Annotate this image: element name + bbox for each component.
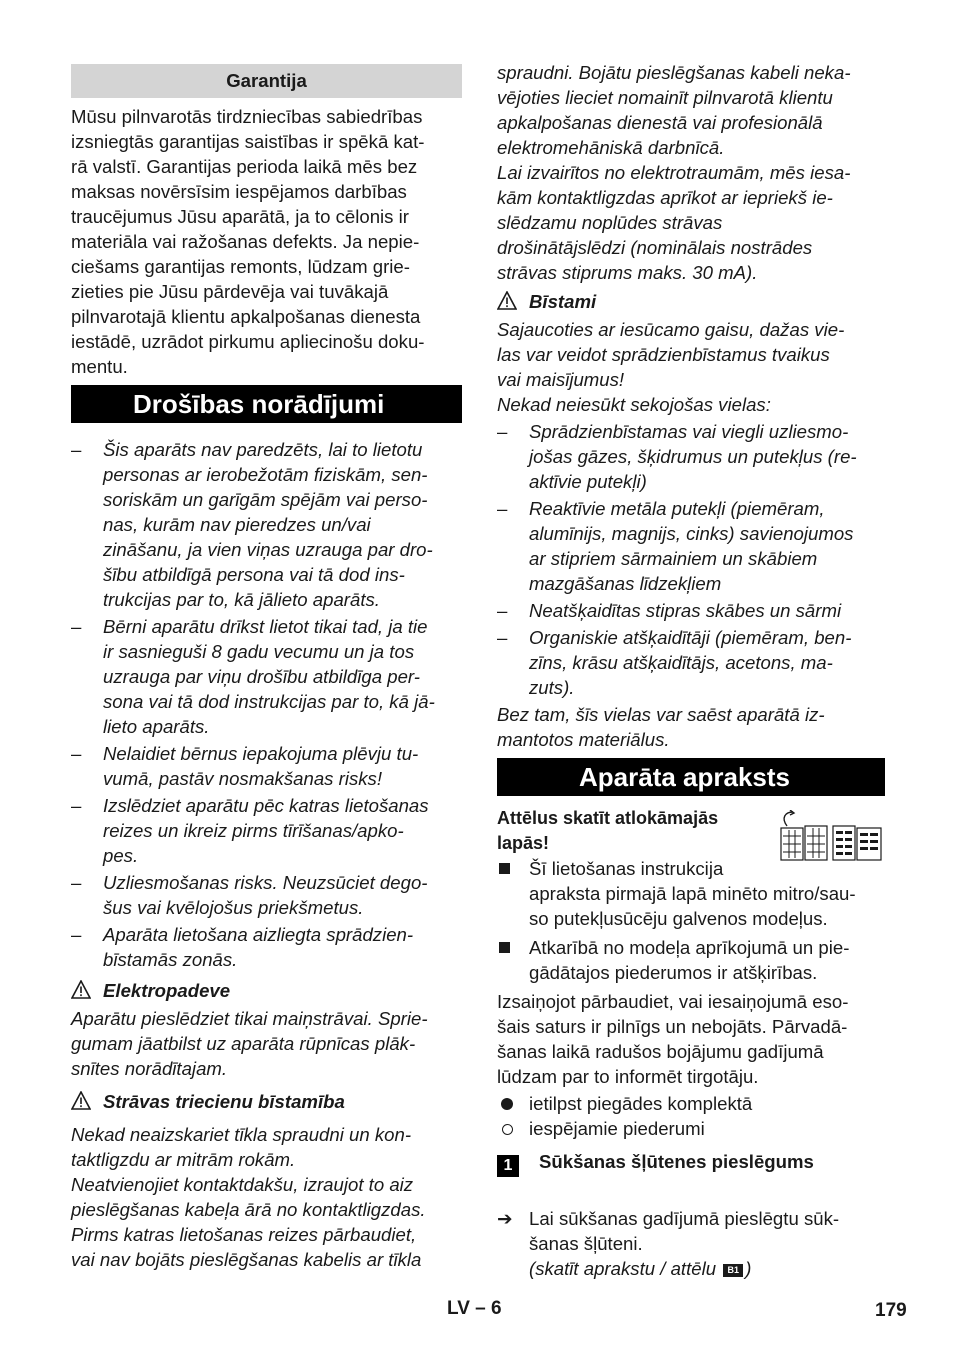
bistami-item-line: zuts). <box>529 677 575 698</box>
item-number-badge: 1 <box>497 1155 519 1177</box>
stravas-title: Strāvas triecienu bīstamība <box>103 1091 345 1112</box>
stravas-cont-line: Lai izvairītos no elektrotraumām, mēs iesa- <box>497 162 851 183</box>
drosibas-item-line: Nelaidiet bērnus iepakojuma plēvju tu- <box>103 743 419 764</box>
legend-included <box>497 1091 885 1116</box>
bistami-warning <box>497 289 885 314</box>
subhead-line: lapās! <box>497 833 550 853</box>
drosibas-item-line: Bērni aparātu drīkst lietot tikai tad, ja tie <box>103 616 428 637</box>
bistami-after-line: mantotos materiālus. <box>497 729 670 750</box>
bistami-item <box>497 496 885 596</box>
garantija-line: iestādē, uzrādot pirkumu apliecinošu doku- <box>71 331 425 352</box>
garantija-line: izsniegtās garantijas saistības ir spēkā kat- <box>71 131 425 152</box>
stravas-cont-line: apkalpošanas dienestā vai profesionālā <box>497 112 823 133</box>
stravas-cont-line: slēdzamu noplūdes strāvas <box>497 212 723 233</box>
right-column <box>497 60 885 1281</box>
elektropadeve-title: Elektropadeve <box>103 980 231 1001</box>
drosibas-item-line: Aparāta lietošana aizliegta sprādzien- <box>103 924 414 945</box>
garantija-line: Mūsu pilnvarotās tirdzniecības sabiedrības <box>71 106 423 127</box>
apraksts-bullet-line: so putekļusūcēju galvenos modeļus. <box>529 908 828 929</box>
stravas-line: Nekad neaizskariet tīkla spraudni un kon- <box>71 1124 412 1145</box>
square-bullet-icon <box>499 942 510 953</box>
bistami-line: Sajaucoties ar iesūcamo gaisu, dažas vie- <box>497 319 845 340</box>
ref-prefix: (skatīt aprakstu / attēlu <box>529 1258 717 1279</box>
apraksts-heading: Aparāta apraksts <box>497 758 885 796</box>
drosibas-item-line: Izslēdziet aparātu pēc katras lietošanas <box>103 795 429 816</box>
stravas-line: Pirms katras lietošanas reizes pārbaudiet, <box>71 1224 417 1245</box>
stravas-line: pieslēgšanas kabeļa ārā no kontaktligzdas. <box>71 1199 426 1220</box>
bistami-list <box>497 419 885 700</box>
garantija-line: traucējumus Jūsu aparātā, ja to cēlonis ir <box>71 206 409 227</box>
dash-marker: – <box>497 600 508 621</box>
dash-marker: – <box>497 627 508 648</box>
drosibas-item <box>71 870 462 920</box>
dash-marker: – <box>71 872 82 893</box>
drosibas-heading: Drošības norādījumi <box>71 385 462 423</box>
instruction-step <box>497 1206 885 1281</box>
bistami-text <box>497 317 885 417</box>
stravas-line: taktligzdu ar mitrām rokām. <box>71 1149 296 1170</box>
apraksts-bullet-line: gādātajos piederumos ir atšķirības. <box>529 962 818 983</box>
stravas-cont-line: strāvas stiprums maks. 30 mA). <box>497 262 758 283</box>
garantija-line: maksas novērsīsim iespējamos darbības <box>71 181 407 202</box>
unpacking-line: šanas laikā radušos bojājumu gadījumā <box>497 1041 824 1062</box>
arrow-right-icon: ➔ <box>497 1208 513 1229</box>
component-item-1 <box>497 1149 885 1174</box>
warning-triangle-icon <box>71 980 91 1000</box>
apraksts-bullet-item <box>497 935 885 985</box>
bistami-item-line: alumīnijs, magnijs, cinks) savienojumos <box>529 523 854 544</box>
footer-lang-code: LV <box>447 1298 470 1319</box>
drosibas-item-line: pes. <box>103 845 139 866</box>
stravas-cont-line: kām kontaktligzdas aprīkot ar iepriekš ie- <box>497 187 833 208</box>
garantija-line: rā valstī. Garantijas perioda laikā mēs bez <box>71 156 418 177</box>
legend-optional-label: iespējamie piederumi <box>529 1118 705 1139</box>
foldout-pages-icon <box>777 810 885 862</box>
instruction-line: Lai sūkšanas gadījumā pieslēgtu sūk- <box>529 1208 840 1229</box>
apraksts-bullet-item <box>497 856 885 931</box>
bistami-line: Nekad neiesūkt sekojošas vielas: <box>497 394 771 415</box>
drosibas-item <box>71 793 462 868</box>
bistami-item-line: ar stipriem sārmainiem un skābiem <box>529 548 818 569</box>
figure-ref-icon: B1 <box>723 1264 743 1277</box>
dash-marker: – <box>497 498 508 519</box>
garantija-line: ciešams garantijas remonts, lūdzam grie- <box>71 256 410 277</box>
drosibas-item-line: zināšanu, ja vien viņas uzrauga par dro- <box>103 539 433 560</box>
dash-marker: – <box>71 743 82 764</box>
stravas-text-continued <box>497 60 885 285</box>
drosibas-item-line: soriskām un garīgām spējām vai perso- <box>103 489 428 510</box>
footer-language <box>447 1296 502 1321</box>
garantija-line: materiāla vai ražošanas defekts. Ja nepie- <box>71 231 420 252</box>
drosibas-item-line: bīstamās zonās. <box>103 949 238 970</box>
bistami-line: las var veidot sprādzienbīstamus tvaikus <box>497 344 830 365</box>
stravas-cont-line: spraudni. Bojātu pieslēgšanas kabeli neka- <box>497 62 851 83</box>
unpacking-line: lūdzam par to informēt tirgotāju. <box>497 1066 759 1087</box>
drosibas-item <box>71 741 462 791</box>
elektropadeve-line: gumam jāatbilst uz aparāta rūpnīcas plāk- <box>71 1033 416 1054</box>
drosibas-item-line: personas ar ierobežotām fiziskām, sen- <box>103 464 428 485</box>
apraksts-bullet-line: apraksta pirmajā lapā minēto mitro/sau- <box>529 883 856 904</box>
drosibas-item <box>71 922 462 972</box>
dash-marker: – <box>71 924 82 945</box>
drosibas-item-line: sona vai tā dod instrukcijas par to, kā jā- <box>103 691 435 712</box>
unpacking-line: Izsaiņojot pārbaudiet, vai iesaiņojumā eso- <box>497 991 849 1012</box>
stravas-line: Neatvienojiet kontaktdakšu, izraujot to aiz <box>71 1174 414 1195</box>
subhead-block <box>497 806 885 856</box>
warning-triangle-icon <box>497 291 517 311</box>
drosibas-item-line: šību atbildīgā persona vai tā dod ins- <box>103 564 405 585</box>
open-circle-icon <box>502 1124 513 1135</box>
drosibas-item <box>71 614 462 739</box>
garantija-heading: Garantija <box>71 64 462 98</box>
garantija-line: mentu. <box>71 356 128 377</box>
unpacking-line: šais saturs ir pilnīgs un nebojāts. Pārvadā- <box>497 1016 848 1037</box>
drosibas-item-line: uzrauga par viņu drošību atbildīga per- <box>103 666 420 687</box>
drosibas-item-line: nas, kurām nav pieredzes un/vai <box>103 514 371 535</box>
legend-included-label: ietilpst piegādes komplektā <box>529 1093 753 1114</box>
drosibas-item-line: Šis aparāts nav paredzēts, lai to lietotu <box>103 439 423 460</box>
bistami-item-line: Organiskie atšķaidītāji (piemēram, ben- <box>529 627 852 648</box>
stravas-cont-line: vējoties lieciet nomainīt pilnvarotā klientu <box>497 87 833 108</box>
bistami-item-line: mazgāšanas līdzekļiem <box>529 573 722 594</box>
figure-reference <box>529 1256 885 1281</box>
subhead-line: Attēlus skatīt atlokāmajās <box>497 808 719 828</box>
drosibas-item <box>71 437 462 612</box>
drosibas-item-line: trukcijas par to, kā jālieto aparāts. <box>103 589 380 610</box>
garantija-text <box>71 104 462 379</box>
bistami-after-line: Bez tam, šīs vielas var saēst aparātā iz- <box>497 704 825 725</box>
square-bullet-icon <box>499 863 510 874</box>
bistami-item-line: zīns, krāsu atšķaidītājs, acetons, ma- <box>529 652 833 673</box>
drosibas-item-line: vumā, pastāv nosmakšanas risks! <box>103 768 383 789</box>
elektropadeve-warning <box>71 978 462 1003</box>
dash-marker: – <box>71 795 82 816</box>
legend-optional <box>497 1116 885 1141</box>
bistami-item <box>497 419 885 494</box>
ref-suffix: ) <box>745 1258 752 1279</box>
garantija-line: pilnvarotajā klientu apkalpošanas dienesta <box>71 306 421 327</box>
bistami-title: Bīstami <box>529 291 597 312</box>
stravas-line: vai nav bojāts pieslēgšanas kabelis ar tīkla <box>71 1249 422 1270</box>
filled-circle-icon <box>501 1098 513 1110</box>
stravas-cont-line: elektromehāniskā darbnīcā. <box>497 137 725 158</box>
unpacking-text <box>497 989 885 1089</box>
drosibas-item-line: ir sasnieguši 8 gadu vecumu un ja tos <box>103 641 415 662</box>
apraksts-bullet-line: Atkarībā no modeļa aprīkojumā un pie- <box>529 937 850 958</box>
apraksts-bullet-line: Šī lietošanas instrukcija <box>529 858 724 879</box>
stravas-warning <box>71 1089 462 1114</box>
elektropadeve-text <box>71 1006 462 1081</box>
bistami-item-line: jošas gāzes, šķidrumus un putekļus (re- <box>529 446 857 467</box>
instruction-text <box>529 1206 885 1256</box>
bistami-item-line: Reaktīvie metāla putekļi (piemēram, <box>529 498 825 519</box>
stravas-cont-line: drošinātājslēdzi (nominālais nostrādes <box>497 237 813 258</box>
drosibas-item-line: Uzliesmošanas risks. Neuzsūciet dego- <box>103 872 428 893</box>
bistami-item-line: Sprādzienbīstamas vai viegli uzliesmo- <box>529 421 849 442</box>
drosibas-item-line: reizes un ikreiz pirms tīrīšanas/apko- <box>103 820 404 841</box>
bistami-item <box>497 625 885 700</box>
warning-triangle-icon <box>71 1091 91 1111</box>
bistami-item-line: Neatšķaidītas stipras skābes un sārmi <box>529 600 842 621</box>
drosibas-item-line: lieto aparāts. <box>103 716 210 737</box>
item-title: Sūkšanas šļūtenes pieslēgums <box>539 1151 814 1172</box>
stravas-text <box>71 1122 462 1272</box>
apraksts-bullets <box>497 856 885 985</box>
elektropadeve-line: snītes norādītajam. <box>71 1058 228 1079</box>
footer-section-page: – 6 <box>475 1298 502 1319</box>
drosibas-list <box>71 437 462 972</box>
page-number: 179 <box>875 1300 907 1321</box>
bistami-item-line: aktīvie putekļi) <box>529 471 647 492</box>
drosibas-item-line: šus vai kvēlojošus priekšmetus. <box>103 897 364 918</box>
elektropadeve-line: Aparātu pieslēdziet tikai maiņstrāvai. Sprie- <box>71 1008 428 1029</box>
instruction-line: šanas šļūteni. <box>529 1233 643 1254</box>
bistami-item <box>497 598 885 623</box>
garantija-line: zieties pie Jūsu pārdevēja vai tuvākajā <box>71 281 389 302</box>
bistami-after-text <box>497 702 885 752</box>
dash-marker: – <box>71 439 82 460</box>
bistami-line: vai maisījumus! <box>497 369 625 390</box>
dash-marker: – <box>497 421 508 442</box>
dash-marker: – <box>71 616 82 637</box>
left-column <box>71 60 462 1272</box>
